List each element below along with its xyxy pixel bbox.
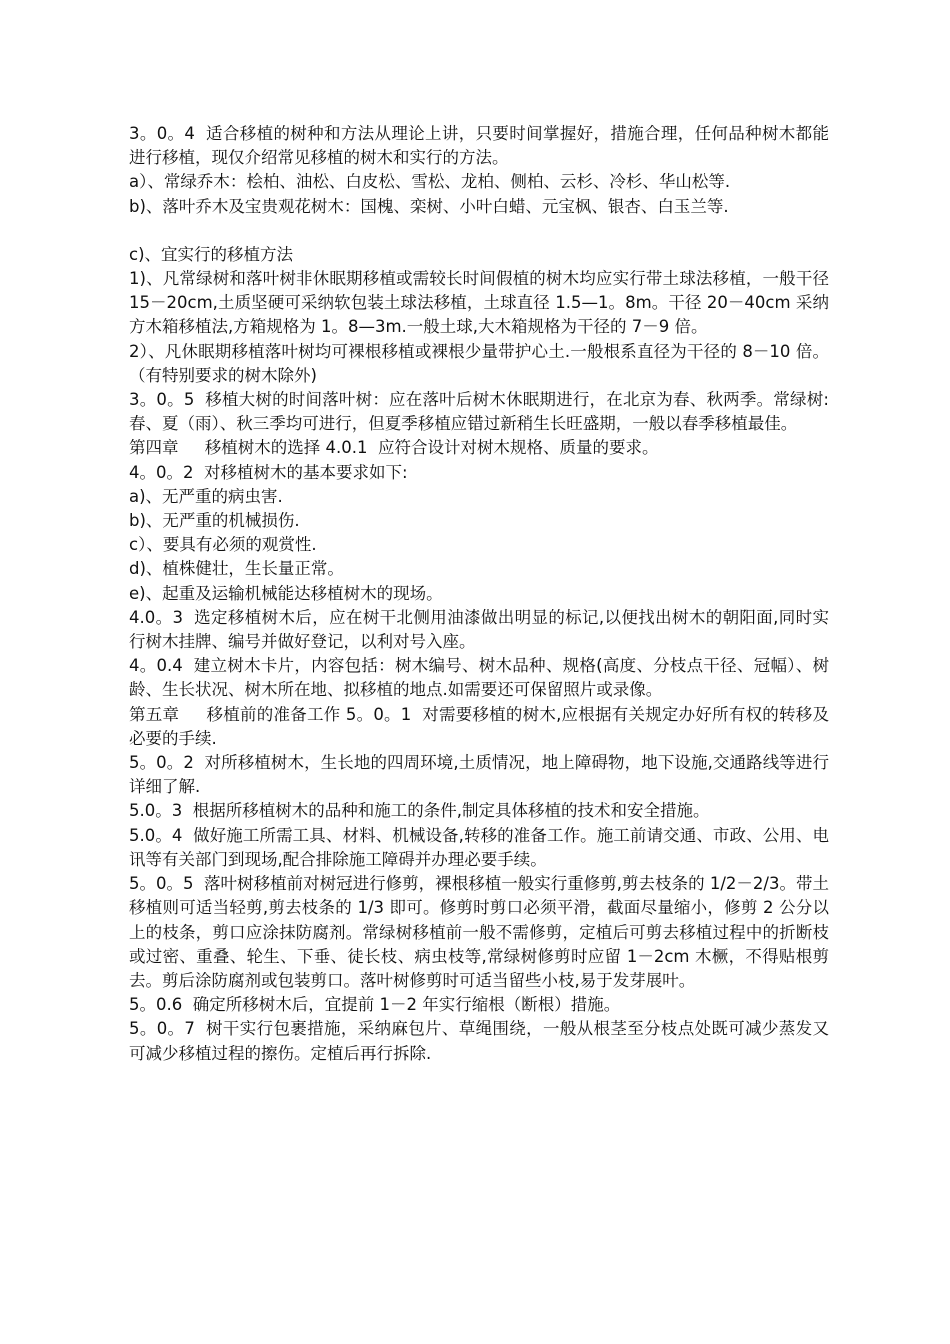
paragraph-4-0-4: 4。0.4 建立树木卡片，内容包括：树木编号、树木品种、规格(高度、分枝点干径、冠幅）、树龄、生长状况、树木所在地、拟移植的地点.如需要还可保留照片或录像。 bbox=[129, 656, 829, 700]
paragraph-5-0-6: 5。0.6 确定所移树木后，宜提前 1－2 年实行缩根（断根）措施。 bbox=[129, 995, 621, 1015]
paragraph-5-0-5: 5。0。5 落叶树移植前对树冠进行修剪，裸根移植一般实行重修剪,剪去枝条的 1/2－2/3。带土移植则可适当轻剪,剪去枝条的 1/3 即可。修剪时剪口必须平滑，截面尽量缩小，修剪 2 公分以上的枝条，剪口应涂抹防腐剂。常绿树移植前一般不需修剪，定植后可剪去移植过程中的折断枝或过密、重叠、轮生、下垂、徒长枝、病虫枝等,常绿树修剪时应留 1－2cm 木橛，不得贴根剪去。剪后涂防腐剂或包装剪口。落叶树修剪时可适当留些小枝,易于发芽展叶。 bbox=[129, 874, 829, 990]
chapter-five-heading: 第五章 移植前的准备工作 5。0。1 对需要移植的树木,应根据有关规定办好所有权的转移及必要的手续. bbox=[129, 704, 829, 748]
paragraph-transplant-methods: c)、宜实行的移植方法 bbox=[129, 244, 294, 264]
requirement-item-a: a)、无严重的病虫害. bbox=[129, 486, 283, 506]
paragraph-soil-ball-method: 1)、凡常绿树和落叶树非休眠期移植或需较长时间假植的树木均应实行带土球法移植，一般干径 15－20cm,土质坚硬可采纳软包装土球法移植，土球直径 1.5—1。8m。干径 20－40cm 采纳方木箱移植法,方箱规格为 1。8—3m.一般土球,大木箱规格为干径的 7－9 倍。 bbox=[129, 269, 835, 337]
blank-line bbox=[129, 219, 829, 243]
requirement-item-d: d)、植株健壮，生长量正常。 bbox=[129, 559, 344, 579]
paragraph-deciduous-trees: b)、落叶乔木及宝贵观花树木：国槐、栾树、小叶白蜡、元宝枫、银杏、白玉兰等. bbox=[129, 196, 729, 216]
chapter-four-heading: 第四章 移植树木的选择 4.0.1 应符合设计对树木规格、质量的要求。 bbox=[129, 438, 659, 458]
paragraph-3-0-4: 3。0。4 适合移植的树种和方法从理论上讲，只要时间掌握好，措施合理，任何品种树木都能进行移植，现仅介绍常见移植的树木和实行的方法。 bbox=[129, 124, 829, 168]
paragraph-4-0-3: 4.0。3 选定移植树木后，应在树干北侧用油漆做出明显的标记,以便找出树木的朝阳面,同时实行树木挂牌、编号并做好登记，以利对号入座。 bbox=[129, 607, 829, 652]
paragraph-5-0-7: 5。0。7 树干实行包裹措施，采纳麻包片、草绳围绕，一般从根茎至分枝点处既可减少蒸发又可减少移植过程的擦伤。定植后再行拆除. bbox=[129, 1019, 829, 1063]
paragraph-4-0-2: 4。0。2 对移植树木的基本要求如下: bbox=[129, 462, 408, 482]
document-body bbox=[129, 122, 835, 1066]
paragraph-5-0-4: 5.0。4 做好施工所需工具、材料、机械设备,转移的准备工作。施工前请交通、市政、公用、电讯等有关部门到现场,配合排除施工障碍并办理必要手续。 bbox=[129, 825, 829, 869]
requirement-item-c: c）、要具有必须的观赏性. bbox=[129, 535, 317, 555]
paragraph-5-0-2: 5。0。2 对所移植树木，生长地的四周环境,土质情况，地上障碍物，地下设施,交通路线等进行详细了解. bbox=[129, 753, 829, 797]
requirement-item-e: e)、起重及运输机械能达移植树木的现场。 bbox=[129, 583, 443, 603]
paragraph-bare-root-method: 2）、凡休眠期移植落叶树均可裸根移植或裸根少量带护心土.一般根系直径为干径的 8－10 倍。（有特别要求的树木除外) bbox=[129, 341, 829, 385]
paragraph-5-0-3: 5.0。3 根据所移植树木的品种和施工的条件,制定具体移植的技术和安全措施。 bbox=[129, 801, 710, 821]
paragraph-evergreen-trees: a）、常绿乔木：桧柏、油松、白皮松、雪松、龙柏、侧柏、云杉、冷杉、华山松等. bbox=[129, 172, 731, 192]
paragraph-3-0-5: 3。0。5 移植大树的时间落叶树：应在落叶后树木休眠期进行，在北京为春、秋两季。常绿树:春、夏（雨）、秋三季均可进行，但夏季移植应错过新稍生长旺盛期，一般以春季移植最佳。 bbox=[129, 390, 829, 434]
requirement-item-b: b)、无严重的机械损伤. bbox=[129, 511, 300, 531]
